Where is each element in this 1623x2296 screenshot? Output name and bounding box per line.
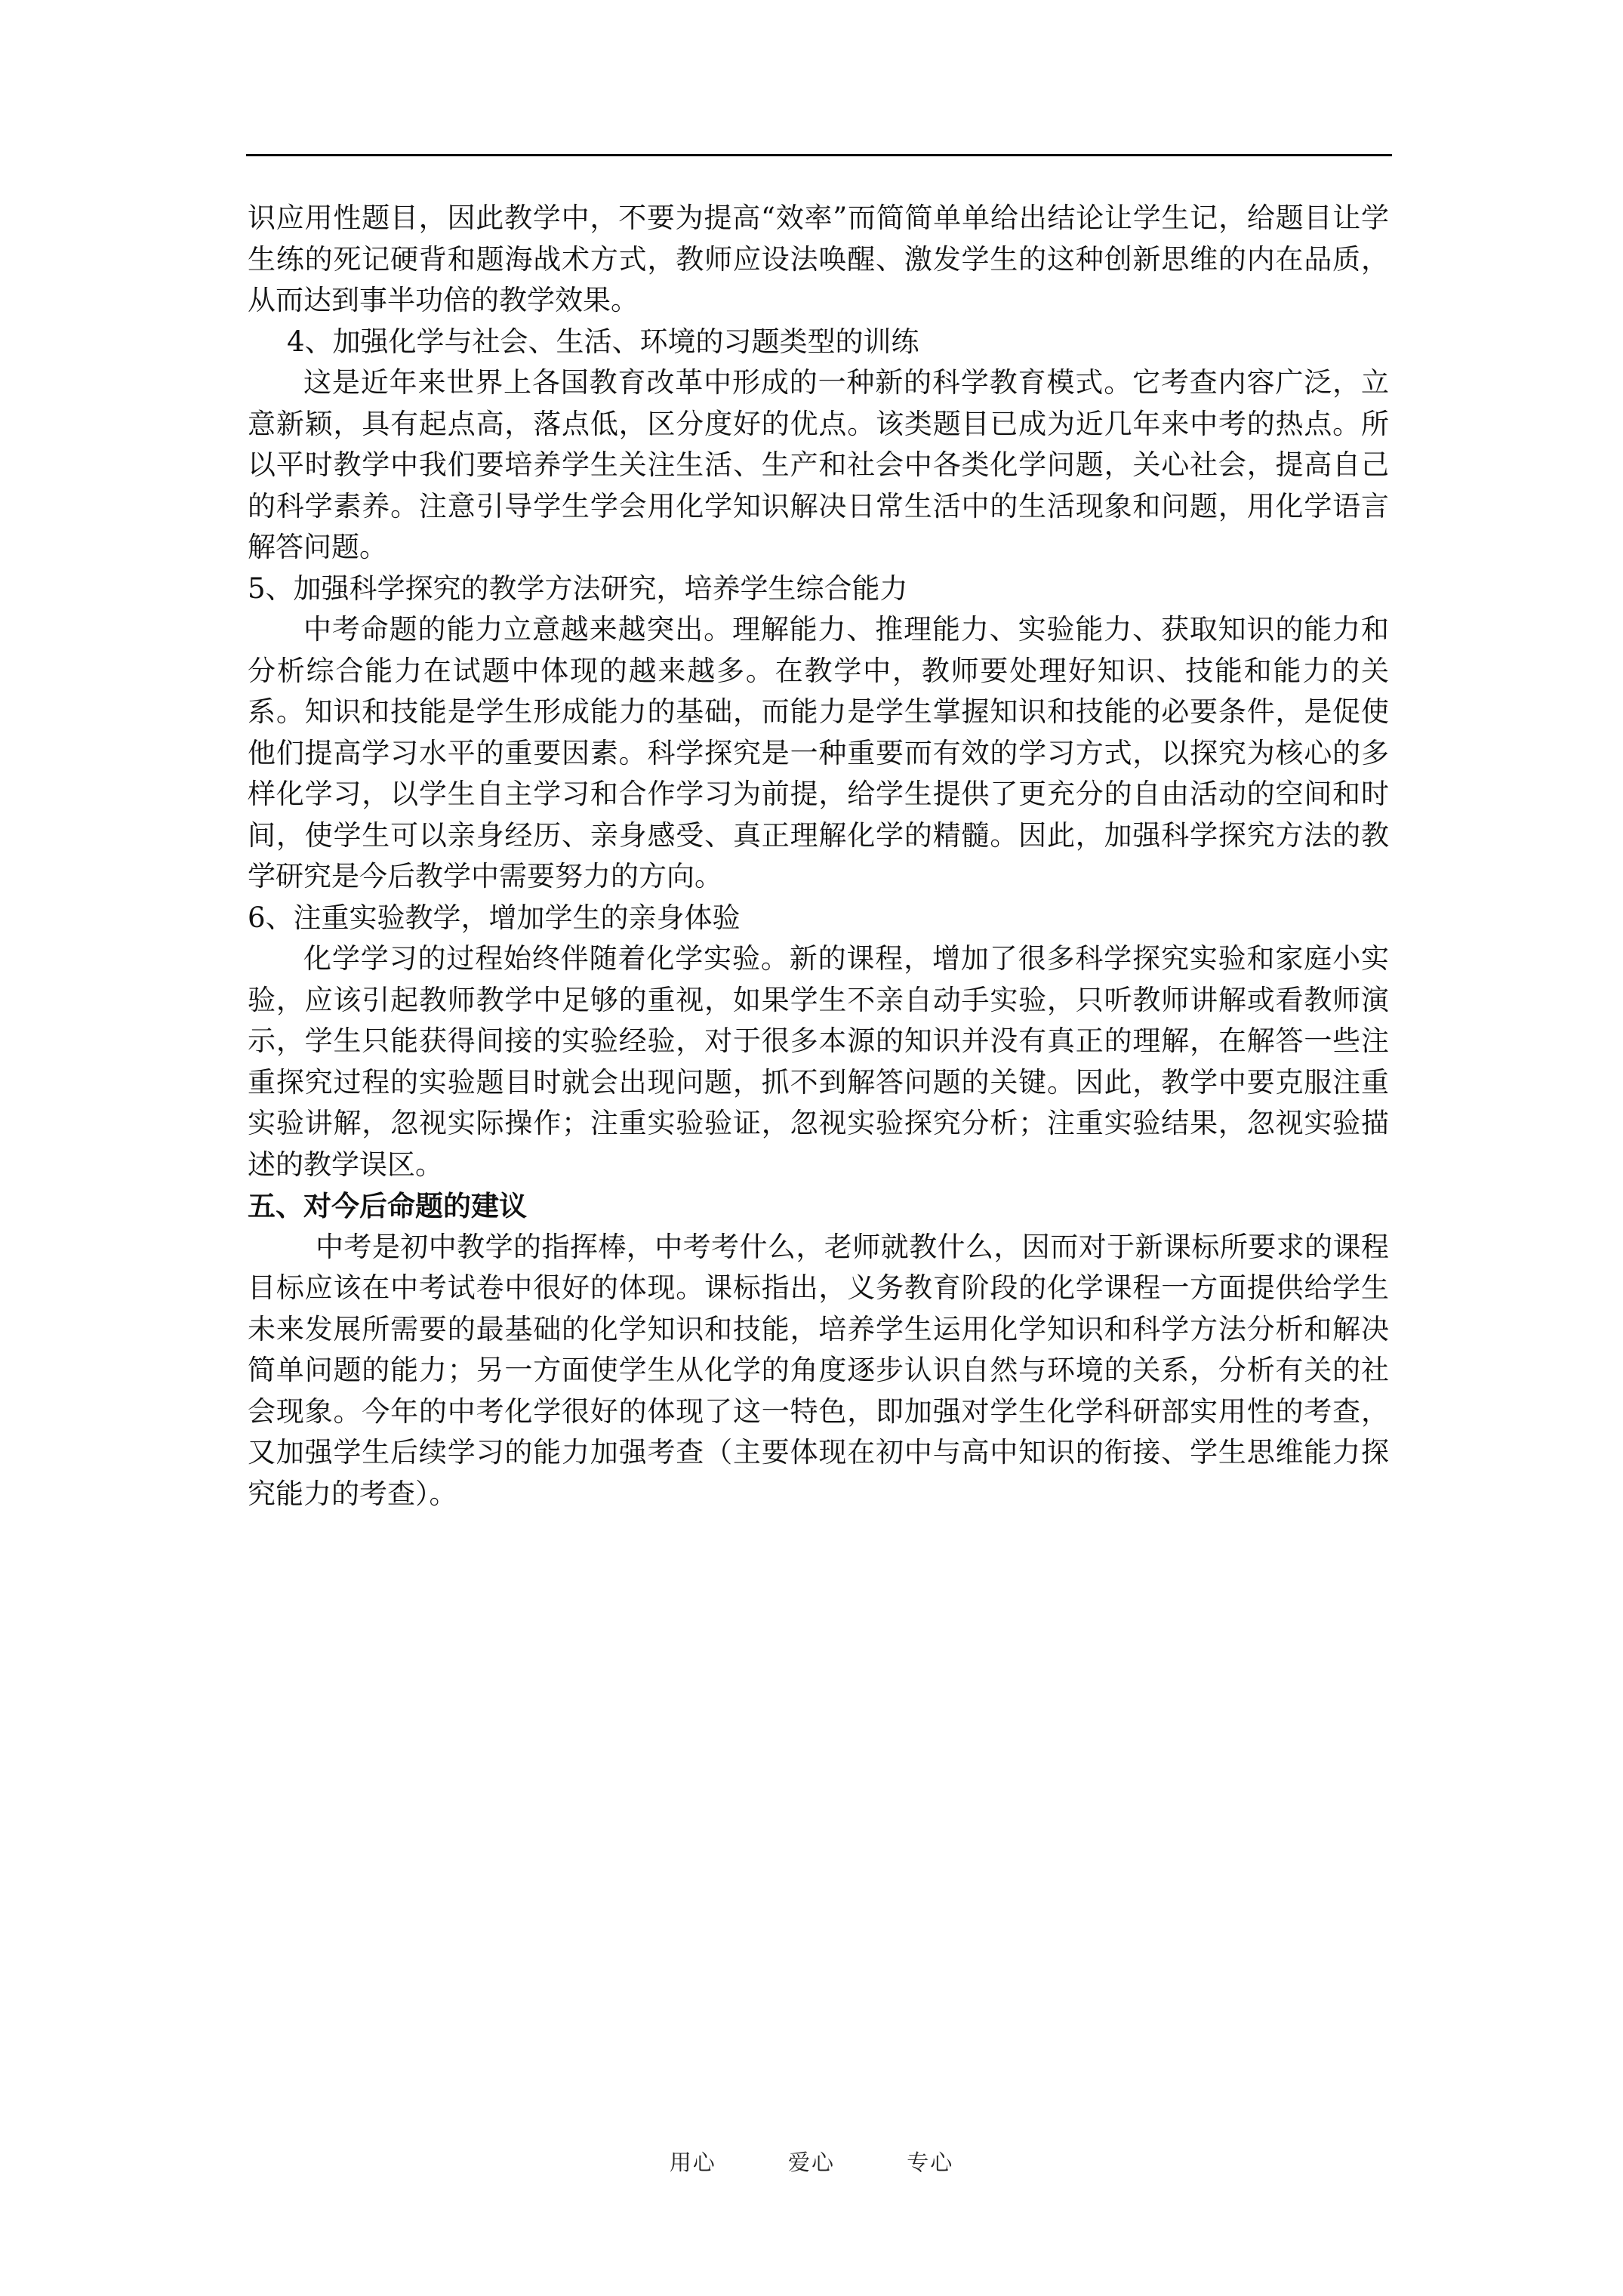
header-rule [246,154,1392,156]
section-heading-five: 五、对今后命题的建议 [248,1189,527,1222]
document-body [248,198,1389,1515]
footer-item: 用心 [669,2150,716,2175]
paragraph-item-5: 中考命题的能力立意越来越突出。理解能力、推理能力、实验能力、获取知识的能力和分析综合能力在试题中体现的越来越多。在教学中，教师要处理好知识、技能和能力的关系。知识和技能是学生形成能力的基础，而能力是学生掌握知识和技能的必要条件，是促使他们提高学习水平的重要因素。科学探究是一种重要而有效的学习方式，以探究为核心的多样化学习，以学生自主学习和合作学习为前提，给学生提供了更充分的自由活动的空间和时间，使学生可以亲身经历、亲身感受、真正理解化学的精髓。因此，加强科学探究方法的教学研究是今后教学中需要努力的方向。 [248,613,1389,892]
heading-item-6: 6、注重实验教学，增加学生的亲身体验 [248,901,741,934]
footer-item: 爱心 [787,2150,835,2175]
heading-item-4: 4、加强化学与社会、生活、环境的习题类型的训练 [287,325,919,358]
paragraph-item-6: 化学学习的过程始终伴随着化学实验。新的课程，增加了很多科学探究实验和家庭小实验，应该引起教师教学中足够的重视，如果学生不亲自动手实验，只听教师讲解或看教师演示，学生只能获得间接的实验经验，对于很多本源的知识并没有真正的理解，在解答一些注重探究过程的实验题目时就会出现问题，抓不到解答问题的关键。因此，教学中要克服注重实验讲解，忽视实际操作；注重实验验证，忽视实验探究分析；注重实验结果，忽视实验描述的教学误区。 [248,942,1389,1181]
paragraph-item-4: 这是近年来世界上各国教育改革中形成的一种新的科学教育模式。它考查内容广泛，立意新颖，具有起点高，落点低，区分度好的优点。该类题目已成为近几年来中考的热点。所以平时教学中我们要培养学生关注生活、生产和社会中各类化学问题，关心社会，提高自己的科学素养。注意引导学生学会用化学知识解决日常生活中的生活现象和问题，用化学语言解答问题。 [248,366,1389,563]
heading-item-5: 5、加强科学探究的教学方法研究，培养学生综合能力 [248,572,908,605]
footer-item: 专心 [907,2150,954,2175]
page-footer [0,2146,1623,2177]
paragraph-continuation: 识应用性题目，因此教学中，不要为提高“效率”而简简单单给出结论让学生记，给题目让学生练的死记硬背和题海战术方式，教师应设法唤醒、激发学生的这种创新思维的内在品质，从而达到事半功倍的教学效果。 [248,202,1389,316]
paragraph-section-five: 中考是初中教学的指挥棒，中考考什么，老师就教什么，因而对于新课标所要求的课程目标应该在中考试卷中很好的体现。课标指出，义务教育阶段的化学课程一方面提供给学生未来发展所需要的最基础的化学知识和技能，培养学生运用化学知识和科学方法分析和解决简单问题的能力；另一方面使学生从化学的角度逐步认识自然与环境的关系，分析有关的社会现象。今年的中考化学很好的体现了这一特色，即加强对学生化学科研部实用性的考查，又加强学生后续学习的能力加强考查（主要体现在初中与高中知识的衔接、学生思维能力探究能力的考查）。 [248,1230,1389,1510]
